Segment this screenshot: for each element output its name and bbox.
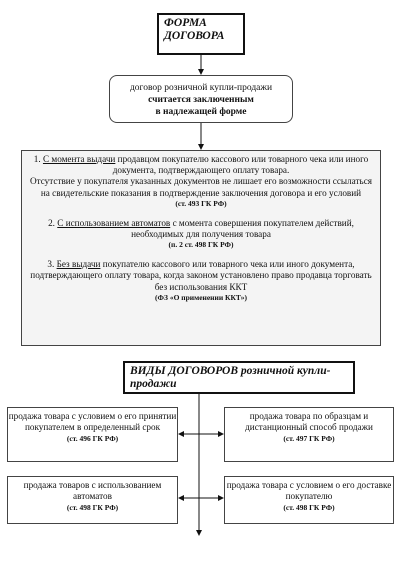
type-ref: (ст. 496 ГК РФ) xyxy=(66,434,119,444)
center-line3: в надлежащей форме xyxy=(155,107,247,117)
moment-1: 1. С момента выдачи продавцом покупателю кассового или товарного чека или иного документа, подтверждающего оплату товара. xyxy=(33,154,369,176)
type-box-samples xyxy=(224,407,394,462)
form-title: ФОРМА ДОГОВОРА xyxy=(164,17,225,42)
moment-1-note: Отсутствие у покупателя указанных документов не лишает его возможности ссылаться на свидетельские показания в подтверждение заключения договора и его условий xyxy=(29,176,373,198)
center-line1: договор розничной купли-продажи xyxy=(129,83,273,93)
type-text: продажа товара с условием о его принятии покупателем в определенный срок xyxy=(8,411,177,433)
type-text: продажа товара по образцам и дистанционный способ продажи xyxy=(245,411,373,433)
contract-concluded-box xyxy=(109,75,293,123)
moment-2: 2. С использованием автоматов с момента совершения покупателем действий, необходимых для получения товара xyxy=(48,217,354,240)
moment-3-ref: (ФЗ «О применении ККТ») xyxy=(155,292,247,302)
type-box-delivery xyxy=(224,476,394,524)
type-ref: (ст. 497 ГК РФ) xyxy=(283,434,335,444)
type-text: продажа товара с условием о его доставке покупателю xyxy=(226,480,392,502)
type-ref: (ст. 498 ГК РФ) xyxy=(283,503,335,513)
center-line2: считается заключенным xyxy=(148,95,254,105)
moment-3: 3. Без выдачи покупателю кассового или товарного чека или иного документа, подтверждающего оплату товара, когда законом установлено право продавца торговать без использования ККТ xyxy=(30,259,372,292)
conclusion-moments-box xyxy=(21,150,381,346)
type-box-automats xyxy=(7,476,178,524)
type-text: продажа товаров с использованием автоматов xyxy=(23,480,162,502)
moment-1-title: С момента выдачи xyxy=(42,154,116,164)
type-box-deadline xyxy=(7,407,178,462)
moment-2-title: С использованием автоматов xyxy=(57,217,171,228)
form-title-box xyxy=(157,13,245,55)
types-title: ВИДЫ ДОГОВОРОВ розничной купли-продажи xyxy=(130,365,331,390)
type-ref: (ст. 498 ГК РФ) xyxy=(66,503,119,513)
moment-3-title: Без выдачи xyxy=(56,259,101,270)
moment-2-ref: (п. 2 ст. 498 ГК РФ) xyxy=(168,240,234,250)
types-title-box xyxy=(123,361,355,394)
moment-1-ref: (ст. 493 ГК РФ) xyxy=(175,198,227,208)
